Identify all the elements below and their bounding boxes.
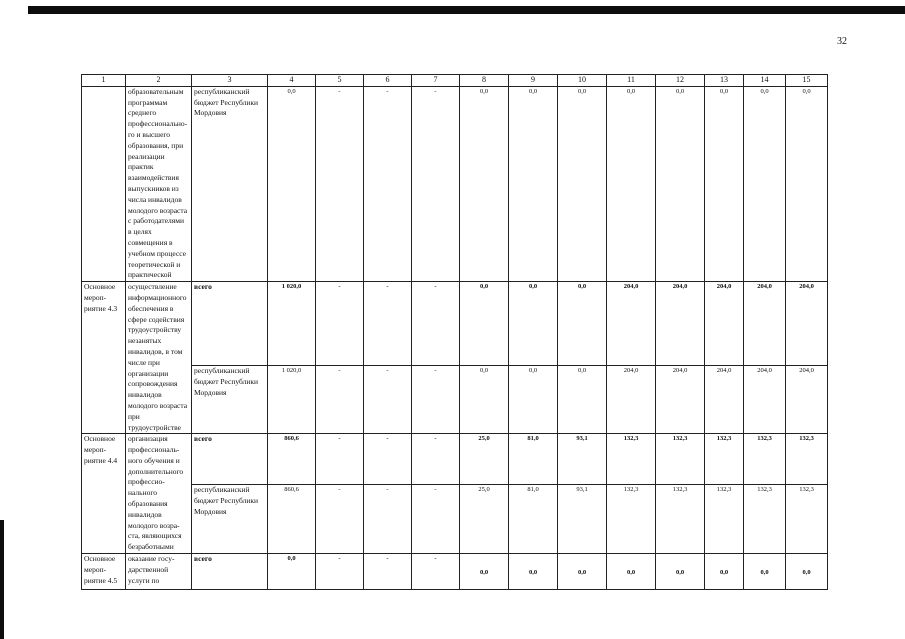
table-row — [82, 485, 828, 554]
table-row — [82, 86, 828, 281]
value-cell: 81,0 — [509, 434, 558, 485]
value-cell: 0,0 — [705, 86, 744, 281]
source-cell: республиканский бюджет Республики Мордовия — [192, 485, 268, 554]
source-cell: республиканский бюджет Республики Мордовия — [192, 86, 268, 281]
value-cell: 132,3 — [705, 485, 744, 554]
value-cell: 0,0 — [558, 554, 607, 590]
header-cell: 1 — [82, 75, 126, 87]
value-cell: 0,0 — [705, 554, 744, 590]
header-cell: 15 — [786, 75, 828, 87]
value-cell: 204,0 — [786, 366, 828, 434]
value-cell: 132,3 — [786, 485, 828, 554]
source-cell: республиканский бюджет Республики Мордовия — [192, 366, 268, 434]
value-cell: 0,0 — [268, 86, 316, 281]
value-cell: 860,6 — [268, 434, 316, 485]
value-cell: - — [316, 485, 364, 554]
value-cell: - — [364, 434, 412, 485]
header-cell: 4 — [268, 75, 316, 87]
value-cell: 204,0 — [656, 282, 705, 366]
header-row — [82, 75, 828, 87]
page-number: 32 — [837, 36, 847, 47]
table-row — [82, 366, 828, 434]
value-cell: 0,0 — [607, 86, 656, 281]
scan-border-top — [28, 6, 905, 14]
value-cell: 0,0 — [656, 554, 705, 590]
value-cell: 0,0 — [460, 366, 509, 434]
table-row — [82, 554, 828, 590]
header-cell: 6 — [364, 75, 412, 87]
header-cell: 14 — [744, 75, 786, 87]
measure-label: Основное мероп- риятие 4.4 — [82, 434, 126, 554]
value-cell: 1 020,0 — [268, 366, 316, 434]
value-cell: 132,3 — [744, 434, 786, 485]
header-cell: 9 — [509, 75, 558, 87]
value-cell: 93,1 — [558, 485, 607, 554]
description-cell: оказание госу- дарственной услуги по — [126, 554, 192, 590]
value-cell: - — [364, 485, 412, 554]
header-cell: 8 — [460, 75, 509, 87]
value-cell: 204,0 — [607, 282, 656, 366]
value-cell: - — [316, 282, 364, 366]
value-cell: 132,3 — [786, 434, 828, 485]
value-cell: 0,0 — [460, 282, 509, 366]
value-cell: 0,0 — [460, 554, 509, 590]
value-cell: - — [412, 86, 460, 281]
value-cell: - — [364, 554, 412, 590]
total-label: всего — [192, 554, 268, 590]
value-cell: - — [412, 434, 460, 485]
description-cell: осуществление информационного обеспечения в сфере содействия трудоустройству незанятых инвалидов, в том числе при организации сопровождения инвалидов молодого возраста при трудоустройстве — [126, 282, 192, 434]
value-cell: 204,0 — [705, 366, 744, 434]
header-cell: 10 — [558, 75, 607, 87]
measure-label: Основное мероп- риятие 4.3 — [82, 282, 126, 434]
value-cell: - — [316, 366, 364, 434]
table-row — [82, 282, 828, 366]
value-cell: 93,1 — [558, 434, 607, 485]
value-cell: 0,0 — [786, 554, 828, 590]
description-cell: образовательным программам среднего профессионально- го и высшего образования, при реализации практик взаимодействия выпускников из числа инвалидов молодого возраста с работодателями в целях совмещения в учебном процессе теоретической и практической — [126, 86, 192, 281]
value-cell: - — [364, 86, 412, 281]
value-cell: 132,3 — [656, 485, 705, 554]
measure-label: Основное мероп- риятие 4.5 — [82, 554, 126, 590]
value-cell: 0,0 — [656, 86, 705, 281]
value-cell: 1 020,0 — [268, 282, 316, 366]
value-cell: 132,3 — [656, 434, 705, 485]
value-cell: 0,0 — [558, 282, 607, 366]
value-cell: 0,0 — [509, 86, 558, 281]
value-cell: 81,0 — [509, 485, 558, 554]
value-cell: - — [412, 366, 460, 434]
value-cell: - — [316, 86, 364, 281]
value-cell: 132,3 — [744, 485, 786, 554]
value-cell: - — [364, 366, 412, 434]
value-cell: 0,0 — [509, 366, 558, 434]
value-cell: - — [412, 282, 460, 366]
value-cell: 0,0 — [558, 86, 607, 281]
value-cell: 132,3 — [705, 434, 744, 485]
value-cell: - — [412, 554, 460, 590]
value-cell: 204,0 — [656, 366, 705, 434]
header-cell: 11 — [607, 75, 656, 87]
header-cell: 5 — [316, 75, 364, 87]
table-row — [82, 434, 828, 485]
value-cell: 0,0 — [558, 366, 607, 434]
header-cell: 3 — [192, 75, 268, 87]
value-cell: 204,0 — [705, 282, 744, 366]
total-label: всего — [192, 282, 268, 366]
value-cell: 132,3 — [607, 485, 656, 554]
value-cell: 204,0 — [744, 282, 786, 366]
value-cell: 0,0 — [460, 86, 509, 281]
value-cell: 25,0 — [460, 485, 509, 554]
value-cell: 0,0 — [744, 86, 786, 281]
value-cell: 0,0 — [744, 554, 786, 590]
budget-table — [81, 74, 828, 590]
value-cell: 0,0 — [509, 554, 558, 590]
header-cell: 7 — [412, 75, 460, 87]
header-cell: 2 — [126, 75, 192, 87]
value-cell: 204,0 — [744, 366, 786, 434]
value-cell: 25,0 — [460, 434, 509, 485]
value-cell: 204,0 — [607, 366, 656, 434]
value-cell: 0,0 — [607, 554, 656, 590]
label-cell — [82, 86, 126, 281]
value-cell: 860,6 — [268, 485, 316, 554]
value-cell: 0,0 — [509, 282, 558, 366]
scan-border-left — [0, 520, 4, 639]
value-cell: 132,3 — [607, 434, 656, 485]
total-label: всего — [192, 434, 268, 485]
value-cell: - — [412, 485, 460, 554]
header-cell: 13 — [705, 75, 744, 87]
description-cell: организация профессиональ- ного обучения и дополнительного профессио- нального образования инвалидов молодого возра- ста, являющихся безработными — [126, 434, 192, 554]
value-cell: 204,0 — [786, 282, 828, 366]
value-cell: 0,0 — [268, 554, 316, 590]
value-cell: - — [316, 434, 364, 485]
header-cell: 12 — [656, 75, 705, 87]
value-cell: - — [316, 554, 364, 590]
value-cell: - — [364, 282, 412, 366]
value-cell: 0,0 — [786, 86, 828, 281]
